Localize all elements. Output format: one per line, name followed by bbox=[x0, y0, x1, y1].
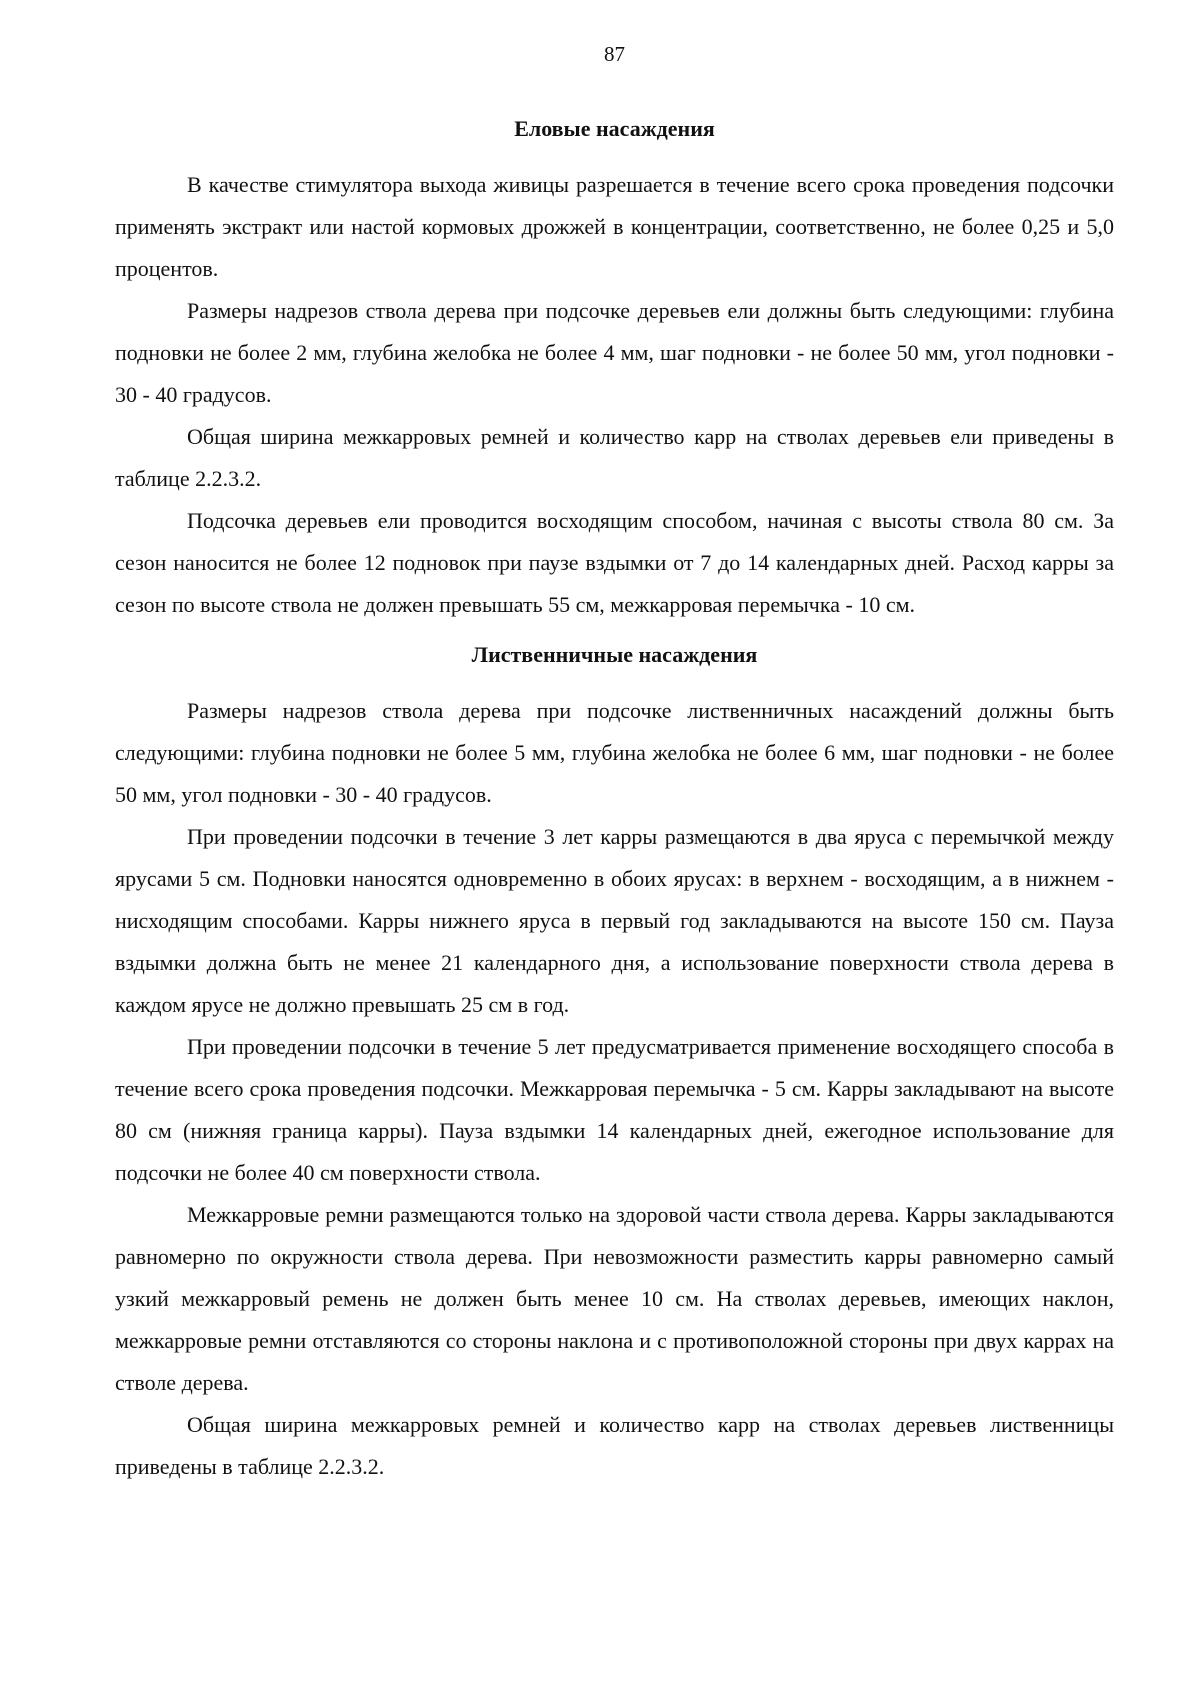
paragraph: При проведении подсочки в течение 5 лет предусматривается применение восходящего способа в течение всего срока проведения подсочки. Межкарровая перемычка - 5 см. Карры закладывают на высоте 80 см (нижняя граница карры). Пауза вздымки 14 календарных дней, ежегодное использование для подсочки не более 40 см поверхности ствола. bbox=[115, 1034, 1114, 1185]
section-title-spruce: Еловые насаждения bbox=[514, 116, 715, 141]
paragraph: В качестве стимулятора выхода живицы разрешается в течение всего срока проведения подсочки применять экстракт или настой кормовых дрожжей в концентрации, соответственно, не более 0,25 и 5,0 процентов. bbox=[115, 172, 1114, 281]
paragraph: Подсочка деревьев ели проводится восходящим способом, начиная с высоты ствола 80 см. За сезон наносится не более 12 подновок при паузе вздымки от 7 до 14 календарных дней. Расход карры за сезон по высоте ствола не должен превышать 55 см, межкарровая перемычка - 10 см. bbox=[115, 508, 1114, 617]
page-number: 87 bbox=[604, 42, 625, 66]
paragraph: Размеры надрезов ствола дерева при подсочке деревьев ели должны быть следующими: глубина подновки не более 2 мм, глубина желобка не более 4 мм, шаг подновки - не более 50 мм, угол подновки - 30 - 40 градусов. bbox=[115, 298, 1114, 407]
paragraph: Межкарровые ремни размещаются только на здоровой части ствола дерева. Карры закладываются равномерно по окружности ствола дерева. При невозможности разместить карры равномерно самый узкий межкарровый ремень не должен быть менее 10 см. На стволах деревьев, имеющих наклон, межкарровые ремни отставляются со стороны наклона и с противоположной стороны при двух каррах на стволе дерева. bbox=[115, 1202, 1114, 1395]
paragraph: Размеры надрезов ствола дерева при подсочке лиственничных насаждений должны быть следующими: глубина подновки не более 5 мм, глубина желобка не более 6 мм, шаг подновки - не более 50 мм, угол подновки - 30 - 40 градусов. bbox=[115, 698, 1114, 807]
paragraph: При проведении подсочки в течение 3 лет карры размещаются в два яруса с перемычкой между ярусами 5 см. Подновки наносятся одновременно в обоих ярусах: в верхнем - восходящим, а в нижнем - нисходящим способами. Карры нижнего яруса в первый год закладываются на высоте 150 см. Пауза вздымки должна быть не менее 21 календарного дня, а использование поверхности ствола дерева в каждом ярусе не должно превышать 25 см в год. bbox=[115, 824, 1114, 1017]
page-content bbox=[115, 114, 1114, 1488]
paragraph: Общая ширина межкарровых ремней и количество карр на стволах деревьев лиственницы приведены в таблице 2.2.3.2. bbox=[115, 1412, 1114, 1479]
section-title-larch: Лиственничные насаждения bbox=[471, 642, 758, 667]
paragraph: Общая ширина межкарровых ремней и количество карр на стволах деревьев ели приведены в таблице 2.2.3.2. bbox=[115, 424, 1114, 491]
